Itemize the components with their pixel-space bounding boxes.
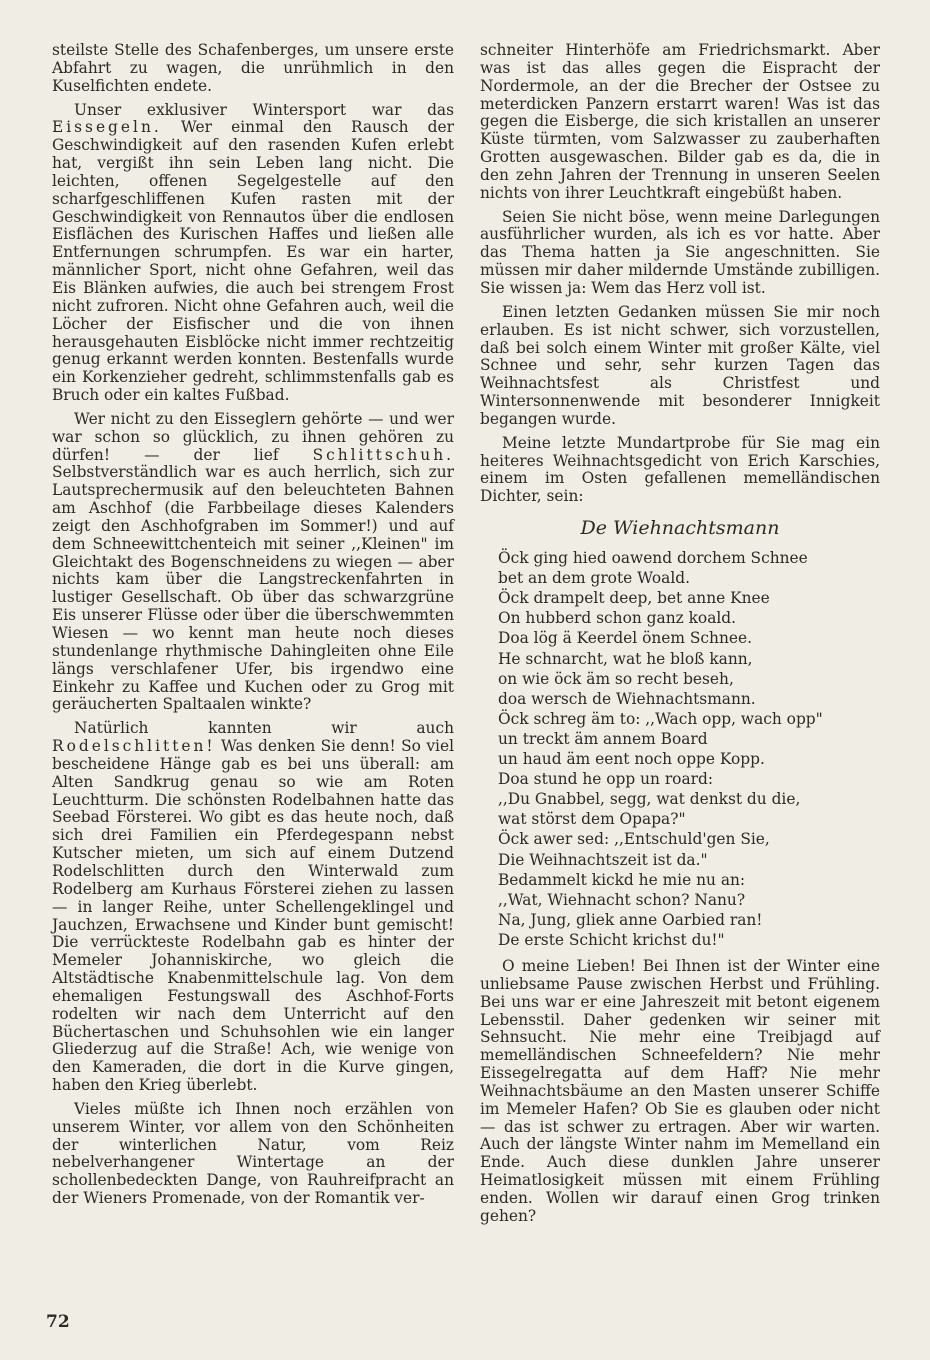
spaced-term: Schlittschuh. [312, 445, 454, 464]
poem-line: wat störst dem Opapa?" [498, 810, 686, 829]
text-run: Selbstverständlich war es auch herrlich, sich zur Lautsprechermusik auf den beleuchteten Bahnen am Aschhof (die Farbbeilage dieses Kalenders zeigt den Aschhofgraben im Sommer!) und auf dem Schneewittchenteich mit seiner ,,Kleinen" im Gleichtakt des Bogenschneidens zu wiegen — aber nichts kam über die Langstreckenfahrten in lustiger Gesellschaft. Ob über das schwarzgrüne Eis unserer Flüsse oder über die überschwemmten Wiesen — wo kennt man heute noch dieses stundenlange rhythmische Dahingleiten ohne Eile längs verschlafener Ufer, bis irgendwo eine Einkehr zu Kaffee und Kuchen oder zu Grog mit geräucherten Spaltaalen winkte? [52, 463, 454, 714]
paragraph: Seien Sie nicht böse, wenn meine Darlegungen ausführlicher wurden, als ich es vor hatte. Aber das Thema hatten ja Sie angeschnitten. Sie müssen mir daher mildernde Umstände zubilligen. Sie wissen ja: Wem das Herz voll ist. [480, 207, 880, 297]
text-run: Was denken Sie denn! So viel bescheidene Hänge gab es bei uns überall: am Alten Sandkrug genau so wie am Roten Leuchtturm. Die schönsten Rodelbahnen hatte das Seebad Försterei. Wo gibt es das heute noch, daß sich drei Familien ein Pferdegespann nebst Kutscher mieten, um sich auf einem Dutzend Rodelschlitten durch den Winterwald zum Rodelberg am Kurhaus Försterei ziehen zu lassen — in langer Reihe, unter Schellengeklingel und Jauchzen, Erwachsene und Kinder bunt gemischt! Die verrückteste Rodelbahn gab es hinter der Memeler Johanniskirche, wo gleich die Altstädtische Knabenmittelschule lag. Von dem ehemaligen Festungswall des Aschhof-Forts rodelten wir nach dem Unterricht auf den Büchertaschen und Schuhsohlen wie ein langer Gliederzug auf die Straße! Ach, wie wenige von den Kameraden, die dort in die Kurve gingen, haben den Krieg überlebt. [52, 737, 454, 1095]
poem-line: Öck awer sed: ,,Entschuld'gen Sie, [498, 830, 770, 849]
paragraph: schneiter Hinterhöfe am Friedrichsmarkt. Aber was ist das alles gegen die Eispracht der Nordermole, an der die Brecher der Ostsee zu meterdicken Panzern erstarrt waren! Was ist das gegen die Eisberge, die sich kristallen an unserer Küste türmten, vom Salzwasser zu zauberhaften Grotten ausgewaschen. Bilder gab es da, die in den zehn Jahren der Trennung in unseren Seelen nichts von ihrer Leuchtkraft eingebüßt haben. [480, 41, 880, 202]
paragraph: Einen letzten Gedanken müssen Sie mir noch erlauben. Es ist nicht schwer, sich vorzustellen, daß bei solch einem Winter mit großer Kälte, viel Schnee und sehr, sehr kurzen Tagen das Weihnachtsfest als Christfest und Wintersonnenwende mit besonderer Innigkeit begangen wurde. [480, 302, 880, 428]
left-column [52, 42, 454, 1214]
poem-line: on wie öck äm so recht beseh, [498, 669, 734, 688]
poem-line: De erste Schicht krichst du!" [498, 930, 725, 949]
poem-line: Öck schreg äm to: ,,Wach opp, wach opp" [498, 709, 823, 728]
paragraph: Vieles müßte ich Ihnen noch erzählen von unserem Winter, vor allem von den Schönheiten der winterlichen Natur, vom Reiz nebelverhangener Wintertage an der schollenbedeckten Dange, von Rauhreifpracht an der Wieners Promenade, von der Romantik ver- [52, 1099, 454, 1208]
poem-title: De Wiehnachtsmann [580, 517, 780, 540]
poem-line: He schnarcht, wat he bloß kann, [498, 649, 753, 668]
text-run: Wer nicht zu den Eisseglern gehörte — und wer war schon so glücklich, zu ihnen gehören zu dürfen! — der lief [52, 409, 454, 464]
poem-line: un haud äm eent noch oppe Kopp. [498, 750, 765, 769]
poem [498, 548, 880, 950]
paragraph: steilste Stelle des Schafenberges, um unsere erste Abfahrt zu wagen, die unrühmlich in den Kuselfichten endete. [52, 41, 454, 95]
poem-line: On hubberd schon ganz koald. [498, 609, 737, 628]
paragraph: O meine Lieben! Bei Ihnen ist der Winter eine unliebsame Pause zwischen Herbst und Frühling. Bei uns war er eine Jahreszeit mit betont eigenem Lebensstil. Daher gedenken wir seiner mit Sehnsucht. Nie mehr eine Treibjagd auf memelländischen Schneefeldern? Nie mehr Eissegelregatta auf dem Haff? Nie mehr Weihnachtsbäume an den Masten unserer Schiffe im Memeler Hafen? Ob Sie es glauben oder nicht — das ist schwer zu ertragen. Aber wir warten. Auch der längste Winter nahm im Memelland ein Ende. Auch diese dunklen Jahre unserer Heimatlosigkeit müssen mit einem Frühling enden. Wollen wir darauf einen Grog trinken gehen? [480, 956, 880, 1225]
poem-line: Öck ging hied oawend dorchem Schnee [498, 549, 808, 568]
spaced-term: Rodelschlitten! [52, 737, 216, 756]
poem-line: Na, Jung, gliek anne Oarbied ran! [498, 910, 763, 929]
poem-line: Die Weihnachtszeit ist da." [498, 850, 708, 869]
poem-line: Bedammelt kickd he mie nu an: [498, 870, 746, 889]
poem-line: ,,Du Gnabbel, segg, wat denkst du die, [498, 790, 801, 809]
paragraph [52, 411, 454, 714]
right-column [480, 42, 880, 1232]
text-run: Natürlich kannten wir auch [74, 719, 454, 738]
text-run: Wer einmal den Rausch der Geschwindigkeit auf den rasenden Kufen erlebt hat, vergißt ihn sein Leben lang nicht. Die leichten, offenen Segelgestelle auf den scharfgeschliffenen Kufen rasten mit der Geschwindigkeit von Rennautos über die endlosen Eisflächen des Kurischen Haffes und ließen alle Entfernungen schrumpfen. Es war ein harter, männlicher Sport, nicht ohne Gefahren, weil das Eis Blänken aufwies, die auch bei strengem Frost nicht zufroren. Nicht ohne Gefahren auch, weil die Löcher der Eisfischer und die von ihnen herausgehauten Eisblöcke nicht immer rechtzeitig genug erkannt werden konnten. Bestenfalls wurde ein Korkenzieher gedreht, schlimmstenfalls gab es Bruch oder ein kaltes Fußbad. [52, 118, 454, 405]
paragraph: Meine letzte Mundartprobe für Sie mag ein heiteres Weihnachtsgedicht von Erich Karschies, einem im Osten gefallenen memelländischen Dichter, sein: [480, 433, 880, 506]
poem-line: doa wersch de Wiehnachtsmann. [498, 689, 756, 708]
paragraph [52, 720, 454, 1095]
poem-line: Doa lög ä Keerdel önem Schnee. [498, 629, 752, 648]
text-run: Unser exklusiver Wintersport war das [74, 100, 454, 119]
spaced-term: Eissegeln. [52, 118, 162, 137]
poem-line: Öck drampelt deep, bet anne Knee [498, 589, 770, 608]
poem-line: bet an dem grote Woald. [498, 569, 691, 588]
poem-line: ,,Wat, Wiehnacht schon? Nanu? [498, 890, 746, 909]
poem-line: Doa stund he opp un roard: [498, 770, 714, 789]
poem-line: un treckt äm annem Board [498, 729, 708, 748]
page-number: 72 [46, 1312, 70, 1332]
paragraph [52, 102, 454, 405]
